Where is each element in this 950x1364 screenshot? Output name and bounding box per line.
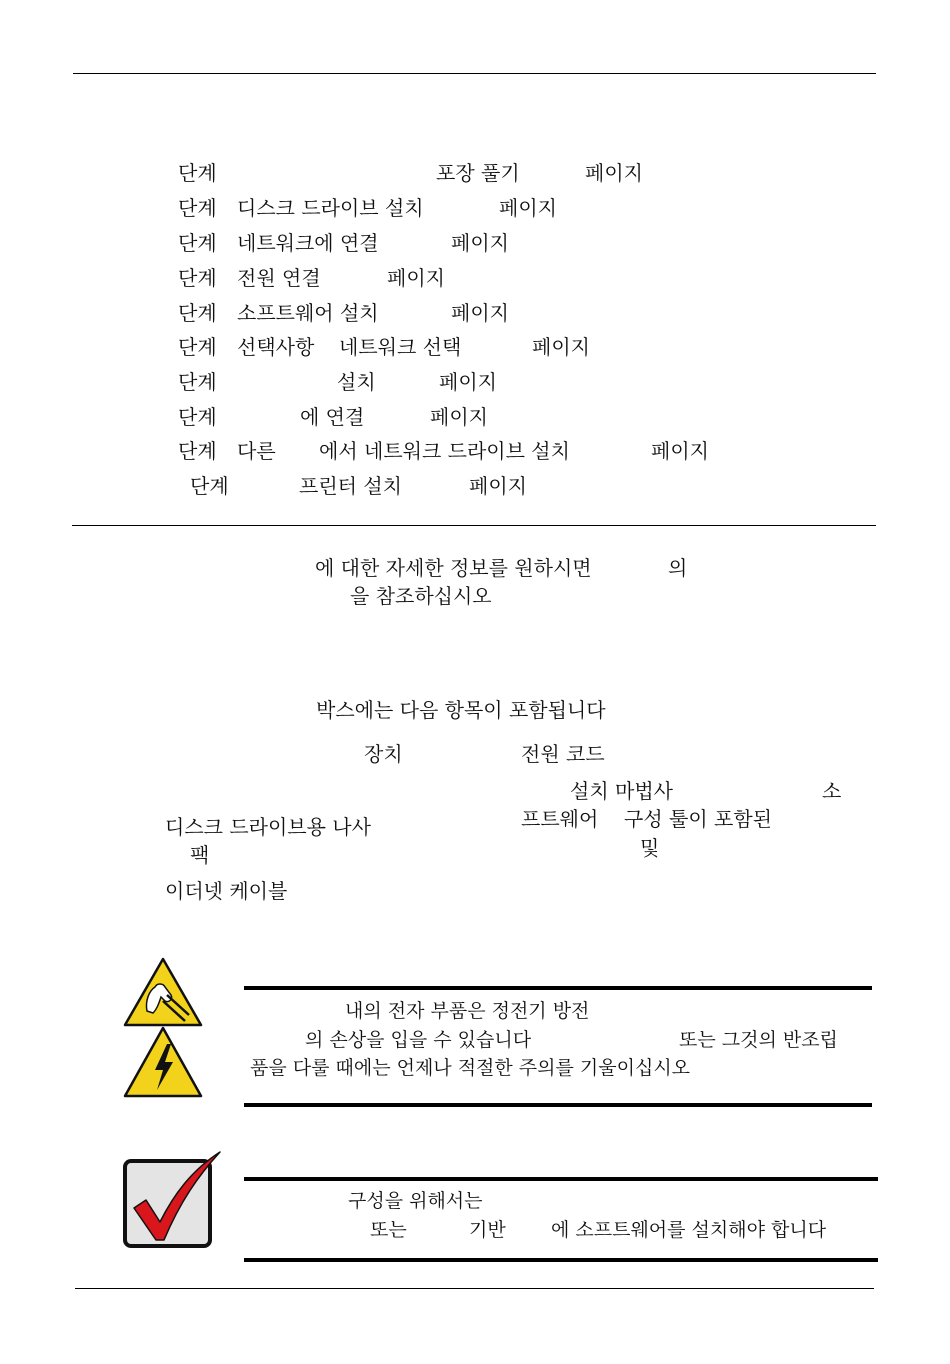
step-page: 페이지 (387, 266, 445, 290)
step-title: 다른 (237, 439, 276, 463)
info-line-2: 을 참조하십시오 (350, 584, 492, 608)
step-page: 페이지 (532, 335, 590, 359)
item-device: 장치 (364, 742, 403, 766)
item-wizard-so: 소 (822, 779, 842, 803)
note-line-2c: 에 소프트웨어를 설치해야 합니다 (551, 1219, 827, 1241)
step-title-2: 네트워크 선택 (339, 335, 462, 359)
box-intro: 박스에는 다음 항목이 포함됩니다 (316, 698, 606, 722)
caution-bottom-rule (244, 1103, 872, 1107)
list-item (178, 405, 488, 429)
step-page: 페이지 (430, 405, 488, 429)
list-item (178, 335, 590, 359)
bottom-rule (75, 1288, 874, 1289)
list-item (178, 370, 497, 394)
info-line-1a: 에 대한 자세한 정보를 원하시면 (315, 556, 592, 580)
section-rule (72, 525, 876, 526)
top-rule (73, 73, 876, 74)
step-page: 페이지 (499, 196, 557, 220)
step-title: 에 연결 (300, 405, 365, 429)
step-title: 포장 풀기 (436, 161, 520, 185)
note-bottom-rule (244, 1258, 878, 1262)
electrical-hazard-icon (123, 1026, 203, 1098)
step-label: 단계 (178, 231, 217, 255)
step-label: 단계 (178, 266, 217, 290)
step-title: 소프트웨어 설치 (237, 301, 379, 325)
item-and: 및 (640, 836, 660, 860)
caution-line-1: 내의 전자 부품은 정전기 방전 (345, 1000, 590, 1022)
esd-warning-icon (123, 957, 203, 1027)
note-line-1: 구성을 위해서는 (348, 1190, 483, 1212)
item-wizard: 설치 마법사 (570, 779, 673, 803)
step-page: 페이지 (585, 161, 643, 185)
checkmark-icon (122, 1150, 222, 1250)
step-title: 네트워크에 연결 (237, 231, 379, 255)
step-label: 단계 (178, 161, 217, 185)
item-screws-pack: 팩 (190, 843, 210, 867)
step-title: 프린터 설치 (299, 474, 402, 498)
step-title: 선택사항 (237, 335, 315, 359)
item-software: 프트웨어 (521, 807, 599, 831)
step-label: 단계 (190, 474, 229, 498)
item-power-cord: 전원 코드 (521, 742, 605, 766)
note-line-2a: 또는 (370, 1219, 407, 1241)
step-label: 단계 (178, 405, 217, 429)
list-item (178, 301, 509, 325)
step-page: 페이지 (469, 474, 527, 498)
step-label: 단계 (178, 196, 217, 220)
step-label: 단계 (178, 370, 217, 394)
item-ethernet: 이더넷 케이블 (165, 879, 288, 903)
caution-line-3: 품을 다룰 때에는 언제나 적절한 주의를 기울이십시오 (250, 1057, 691, 1079)
step-page: 페이지 (451, 231, 509, 255)
caution-line-2a: 의 손상을 입을 수 있습니다 (305, 1029, 532, 1051)
list-item (190, 474, 527, 498)
step-page: 페이지 (451, 301, 509, 325)
caution-top-rule (244, 986, 872, 990)
info-line-1b: 의 (668, 556, 688, 580)
note-top-rule (244, 1177, 878, 1181)
step-page: 페이지 (651, 439, 709, 463)
list-item (178, 266, 445, 290)
list-item (178, 196, 557, 220)
step-title: 설치 (337, 370, 376, 394)
item-config-tool: 구성 툴이 포함된 (624, 807, 772, 831)
step-label: 단계 (178, 335, 217, 359)
item-screws: 디스크 드라이브용 나사 (165, 815, 371, 839)
step-page: 페이지 (439, 370, 497, 394)
step-label: 단계 (178, 439, 217, 463)
step-title: 디스크 드라이브 설치 (237, 196, 424, 220)
list-item (178, 439, 709, 463)
step-title-2: 에서 네트워크 드라이브 설치 (319, 439, 570, 463)
note-line-2b: 기반 (469, 1219, 506, 1241)
step-title: 전원 연결 (237, 266, 321, 290)
list-item (178, 231, 509, 255)
step-label: 단계 (178, 301, 217, 325)
list-item (178, 161, 643, 185)
caution-line-2b: 또는 그것의 반조립 (679, 1029, 838, 1051)
